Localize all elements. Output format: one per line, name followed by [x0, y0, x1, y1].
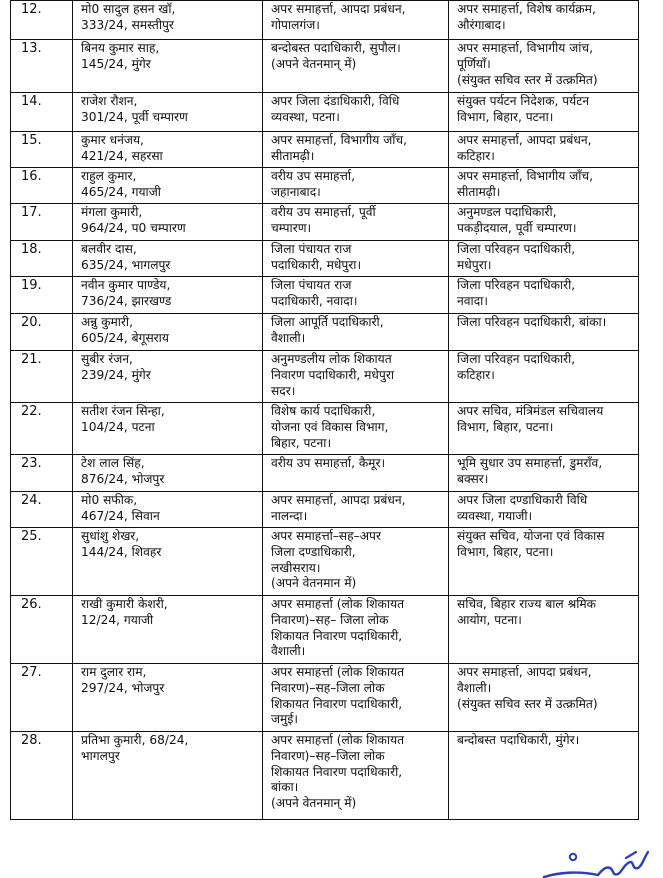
officer-name-cell [73, 1, 263, 40]
cell-line: अपर समाहर्त्ता, विभागीय जाँच, [457, 169, 594, 183]
cell-line: (अपने वेतनमान् में) [271, 796, 357, 811]
cell-line: राखी कुमारी केशरी, [81, 597, 168, 611]
officer-name-cell [73, 40, 263, 93]
cell-line: गोपालगंज। [271, 17, 320, 32]
cell-line: सचिव, बिहार राज्य बाल श्रमिक [457, 597, 597, 611]
officer-name-cell [73, 168, 263, 204]
serial-number-cell: 24. [11, 492, 73, 528]
cell-line: निवारण)–सह– जिला लोक [271, 612, 389, 627]
cell-line: जहानाबाद। [271, 184, 321, 199]
cell-line: निवारण पदाधिकारी, मधेपुरा [271, 367, 394, 382]
officer-name-cell [73, 596, 263, 664]
cell-line: (संयुक्त सचिव स्तर में उत्क्रमित) [457, 696, 598, 711]
serial-number-cell: 18. [11, 241, 73, 277]
new-posting-cell [449, 1, 639, 40]
cell-line: अपर समाहर्त्ता, विभागीय जांच, [457, 41, 594, 55]
current-posting-cell [263, 492, 449, 528]
new-posting-cell [449, 455, 639, 492]
transfer-table [10, 0, 639, 820]
cell-line: 465/24, गयाजी [81, 184, 161, 199]
table-row [11, 168, 639, 204]
table-row [11, 132, 639, 168]
current-posting-cell [263, 314, 449, 351]
cell-line: अपर जिला दण्डाधिकारी विधि [457, 493, 588, 507]
serial-number-cell: 22. [11, 403, 73, 455]
officer-name-cell [73, 403, 263, 455]
current-posting-cell [263, 1, 449, 40]
cell-line: बांका। [271, 780, 299, 795]
cell-line: निवारण)–सह–जिला लोक [271, 748, 385, 763]
cell-line: अपर समाहर्त्ता–सह–अपर [271, 529, 381, 543]
table-row [11, 664, 639, 732]
cell-line: सदर। [271, 383, 296, 398]
cell-line: टेश लाल सिंह, [81, 456, 145, 470]
serial-number-cell: 12. [11, 1, 73, 40]
cell-line: नवीन कुमार पाण्डेय, [81, 278, 171, 292]
new-posting-cell [449, 596, 639, 664]
table-row [11, 732, 639, 820]
officer-name-cell [73, 93, 263, 132]
officer-name-cell [73, 241, 263, 277]
cell-line: 605/24, बेगूसराय [81, 330, 169, 345]
table-row [11, 455, 639, 492]
new-posting-cell [449, 204, 639, 241]
cell-line: औरंगाबाद। [457, 17, 506, 32]
serial-number-cell: 26. [11, 596, 73, 664]
cell-line: शिकायत निवारण पदाधिकारी, [271, 696, 403, 711]
officer-name-cell [73, 204, 263, 241]
cell-line: 333/24, समस्तीपुर [81, 17, 174, 32]
cell-line: संयुक्त सचिव, योजना एवं विकास [457, 529, 605, 543]
cell-line: जिला दण्डाधिकारी, [271, 544, 356, 559]
cell-line: सतीश रंजन सिन्हा, [81, 404, 165, 418]
cell-line: जिला पंचायत राज [271, 242, 352, 256]
cell-line: मो0 सादुल हसन खॉ, [81, 2, 176, 16]
cell-line: कुमार धनंजय, [81, 133, 144, 147]
officer-name-cell [73, 314, 263, 351]
new-posting-cell [449, 241, 639, 277]
table-row [11, 403, 639, 455]
cell-line: बिनय कुमार साह, [81, 41, 160, 55]
transfer-table-body [11, 1, 639, 820]
current-posting-cell [263, 732, 449, 820]
cell-line: 635/24, भागलपुर [81, 257, 171, 272]
cell-line: भूमि सुधार उप समाहर्त्ता, डुमराँव, [457, 456, 603, 470]
cell-line: अपर समाहर्त्ता, विशेष कार्यक्रम, [457, 2, 596, 16]
cell-line: चम्पारण। [271, 220, 312, 235]
cell-line: आयोग, पटना। [457, 612, 522, 627]
cell-line: 144/24, शिवहर [81, 544, 162, 559]
cell-line: राजेश रौशन, [81, 94, 138, 108]
cell-line: नवादा। [457, 293, 488, 308]
cell-line: विभाग, बिहार, पटना। [457, 419, 554, 434]
cell-line: अपर समाहर्त्ता, आपदा प्रबंधन, [457, 665, 592, 679]
cell-line: सीतामढ़ी। [457, 184, 501, 199]
cell-line: विभाग, बिहार, पटना। [457, 544, 554, 559]
cell-line: राम दुलार राम, [81, 665, 147, 679]
handwritten-signature [540, 846, 650, 878]
cell-line: 297/24, भोजपुर [81, 680, 165, 695]
serial-number-cell: 21. [11, 351, 73, 403]
cell-line: व्यवस्था, गयाजी। [457, 508, 533, 523]
cell-line: जिला परिवहन पदाधिकारी, [457, 242, 576, 256]
new-posting-cell [449, 732, 639, 820]
serial-number-cell: 28. [11, 732, 73, 820]
cell-line: पदाधिकारी, मधेपुरा। [271, 257, 362, 272]
cell-line: अन्नु कुमारी, [81, 315, 133, 329]
cell-line: लखीसराय। [271, 560, 321, 575]
cell-line: निवारण)–सह–जिला लोक [271, 680, 385, 695]
current-posting-cell [263, 351, 449, 403]
cell-line: वरीय उप समाहर्त्ता, कैमूर। [271, 456, 386, 470]
officer-name-cell [73, 732, 263, 820]
table-row [11, 241, 639, 277]
officer-name-cell [73, 528, 263, 596]
cell-line: जमुई। [271, 712, 298, 727]
cell-line: 301/24, पूर्वी चम्पारण [81, 109, 188, 124]
cell-line: जिला परिवहन पदाधिकारी, बांका। [457, 315, 607, 329]
cell-line: अपर समाहर्त्ता (लोक शिकायत [271, 597, 405, 611]
cell-line: पकड़ीदयाल, पूर्वी चम्पारण। [457, 220, 577, 235]
cell-line: जिला आपूर्ति पदाधिकारी, [271, 315, 384, 329]
current-posting-cell [263, 455, 449, 492]
cell-line: जिला परिवहन पदाधिकारी, [457, 278, 576, 292]
cell-line: (अपने वेतनमान् में) [271, 56, 357, 71]
officer-name-cell [73, 492, 263, 528]
cell-line: योजना एवं विकास विभाग, [271, 419, 389, 434]
serial-number-cell: 25. [11, 528, 73, 596]
new-posting-cell [449, 168, 639, 204]
new-posting-cell [449, 664, 639, 732]
cell-line: मो0 सफीक, [81, 493, 138, 507]
current-posting-cell [263, 93, 449, 132]
cell-line: 876/24, भोजपुर [81, 471, 165, 486]
cell-line: वरीय उप समाहर्त्ता, [271, 169, 355, 183]
cell-line: मधेपुरा। [457, 257, 492, 272]
cell-line: 421/24, सहरसा [81, 148, 163, 163]
cell-line: 467/24, सिवान [81, 508, 160, 523]
serial-number-cell: 27. [11, 664, 73, 732]
table-row [11, 492, 639, 528]
cell-line: अपर समाहर्त्ता (लोक शिकायत [271, 665, 405, 679]
table-row [11, 93, 639, 132]
new-posting-cell [449, 403, 639, 455]
cell-line: बन्दोबस्त पदाधिकारी, मुंगेर। [457, 733, 580, 747]
current-posting-cell [263, 277, 449, 314]
serial-number-cell: 23. [11, 455, 73, 492]
cell-line: राहुल कुमार, [81, 169, 137, 183]
serial-number-cell: 13. [11, 40, 73, 93]
current-posting-cell [263, 528, 449, 596]
serial-number-cell: 14. [11, 93, 73, 132]
cell-line: 12/24, गयाजी [81, 612, 154, 627]
officer-name-cell [73, 664, 263, 732]
cell-line: अपर समाहर्त्ता, आपदा प्रबंधन, [271, 493, 406, 507]
cell-line: अपर जिला दंडाधिकारी, विधि [271, 94, 400, 108]
new-posting-cell [449, 492, 639, 528]
cell-line: 104/24, पटना [81, 419, 155, 434]
cell-line: अनुमण्डलीय लोक शिकायत [271, 352, 392, 366]
cell-line: अपर सचिव, मंत्रिमंडल सचिवालय [457, 404, 604, 418]
new-posting-cell [449, 93, 639, 132]
cell-line: 239/24, मुंगेर [81, 367, 151, 382]
cell-line: प्रतिभा कुमारी, 68/24, [81, 733, 189, 747]
cell-line: विशेष कार्य पदाधिकारी, [271, 404, 376, 418]
current-posting-cell [263, 40, 449, 93]
current-posting-cell [263, 132, 449, 168]
cell-line: शिकायत निवारण पदाधिकारी, [271, 764, 403, 779]
cell-line: (अपने वेतनमान में) [271, 576, 357, 591]
serial-number-cell: 17. [11, 204, 73, 241]
cell-line: (संयुक्त सचिव स्तर में उत्क्रमित) [457, 72, 598, 87]
serial-number-cell: 16. [11, 168, 73, 204]
cell-line: 964/24, प0 चम्पारण [81, 220, 186, 235]
cell-line: विभाग, बिहार, पटना। [457, 109, 554, 124]
cell-line: वैशाली। [457, 680, 492, 695]
new-posting-cell [449, 351, 639, 403]
cell-line: सुधांशु शेखर, [81, 529, 140, 543]
new-posting-cell [449, 528, 639, 596]
officer-name-cell [73, 277, 263, 314]
current-posting-cell [263, 403, 449, 455]
new-posting-cell [449, 277, 639, 314]
new-posting-cell [449, 40, 639, 93]
cell-line: कटिहार। [457, 367, 495, 382]
cell-line: अनुमण्डल पदाधिकारी, [457, 205, 557, 219]
cell-line: 145/24, मुंगेर [81, 56, 151, 71]
current-posting-cell [263, 241, 449, 277]
cell-line: नालन्दा। [271, 508, 308, 523]
cell-line: कटिहार। [457, 148, 495, 163]
cell-line: पूर्णियाँ। [457, 56, 491, 71]
current-posting-cell [263, 168, 449, 204]
cell-line: बक्सर। [457, 471, 489, 486]
cell-line: सीतामढ़ी। [271, 148, 315, 163]
current-posting-cell [263, 596, 449, 664]
cell-line: बिहार, पटना। [271, 435, 332, 450]
cell-line: व्यवस्था, पटना। [271, 109, 340, 124]
cell-line: बलवीर दास, [81, 242, 137, 256]
serial-number-cell: 15. [11, 132, 73, 168]
cell-line: वैशाली। [271, 644, 306, 659]
cell-line: बन्दोबस्त पदाधिकारी, सुपौल। [271, 41, 401, 55]
cell-line: वैशाली। [271, 330, 306, 345]
table-row [11, 277, 639, 314]
table-row [11, 40, 639, 93]
officer-name-cell [73, 351, 263, 403]
new-posting-cell [449, 314, 639, 351]
current-posting-cell [263, 664, 449, 732]
table-row [11, 596, 639, 664]
serial-number-cell: 19. [11, 277, 73, 314]
cell-line: भागलपुर [81, 748, 120, 763]
cell-line: वरीय उप समाहर्त्ता, पूर्वी [271, 205, 376, 219]
cell-line: अपर समाहर्त्ता, विभागीय जाँच, [271, 133, 408, 147]
cell-line: अपर समाहर्त्ता, आपदा प्रबंधन, [271, 2, 406, 16]
cell-line: सुबीर रंजन, [81, 352, 133, 366]
table-row [11, 528, 639, 596]
cell-line: अपर समाहर्त्ता (लोक शिकायत [271, 733, 405, 747]
officer-name-cell [73, 132, 263, 168]
cell-line: जिला पंचायत राज [271, 278, 352, 292]
cell-line: संयुक्त पर्यटन निदेशक, पर्यटन [457, 94, 590, 108]
table-row [11, 314, 639, 351]
cell-line: शिकायत निवारण पदाधिकारी, [271, 628, 403, 643]
cell-line: जिला परिवहन पदाधिकारी, [457, 352, 576, 366]
officer-name-cell [73, 455, 263, 492]
table-row [11, 1, 639, 40]
new-posting-cell [449, 132, 639, 168]
cell-line: पदाधिकारी, नवादा। [271, 293, 358, 308]
cell-line: अपर समाहर्त्ता, आपदा प्रबंधन, [457, 133, 592, 147]
table-row [11, 351, 639, 403]
table-row [11, 204, 639, 241]
cell-line: 736/24, झारखण्ड [81, 293, 172, 308]
cell-line: मंगला कुमारी, [81, 205, 143, 219]
serial-number-cell: 20. [11, 314, 73, 351]
current-posting-cell [263, 204, 449, 241]
